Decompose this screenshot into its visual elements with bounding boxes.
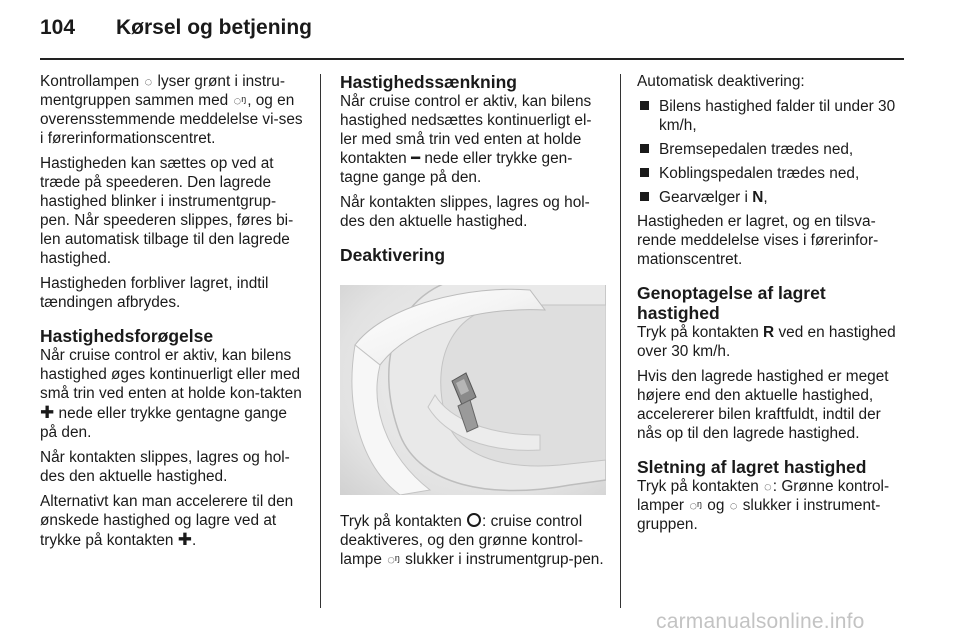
plus-icon: ✚	[177, 530, 192, 549]
column-1	[40, 72, 306, 556]
paragraph: Når cruise control er aktiv, kan bilens hastighed øges kontinuerligt eller med små trin ved enten at holde kon-takten ✚ nede eller trykke gentagne gange på den.	[40, 347, 302, 441]
watermark: carmanualsonline.info	[656, 610, 865, 633]
paragraph: Hastigheden forbliver lagret, indtil tændingen afbrydes.	[40, 275, 269, 311]
reset-key-icon: R	[763, 324, 775, 341]
bullet-square-icon	[640, 168, 649, 177]
column-2	[340, 72, 606, 575]
paragraph: Når kontakten slippes, lagres og hol-des den aktuelle hastighed.	[40, 449, 290, 485]
deactivation-conditions-list	[637, 97, 905, 207]
paragraph: Tryk på kontakten : cruise control deaktiveres, og den grønne kontrol-lampe ◌ᵑ slukker i instrumentgrup-pen.	[340, 513, 604, 568]
paragraph: Tryk på kontakten ◌: Grønne kontrol-lamper ◌ᵑ og ◌ slukker i instrument-gruppen.	[637, 478, 890, 533]
cruise-lamp-icon: ◌	[764, 479, 772, 494]
page-title: Kørsel og betjening	[116, 16, 313, 39]
cruise-lamp-icon: ◌	[144, 74, 153, 89]
header-rule	[40, 58, 904, 60]
cruise-set-lamp-icon: ◌ᵑ	[233, 93, 247, 108]
paragraph: Hastigheden er lagret, og en tilsva-rende meddelelse vises i førerinfor-mationscentret.	[637, 213, 879, 268]
steering-wheel-image	[340, 285, 606, 495]
bullet-square-icon	[640, 144, 649, 153]
paragraph: Hastigheden kan sættes op ved at træde på speederen. Den lagrede hastighed blinker i instrumentgrup-pen. Når speederen slippes, føres bi-len automatisk tilbage til den lagrede hastighed.	[40, 155, 294, 267]
paragraph: Alternativt kan man accelerere til den ønskede hastighed og lagre ved at trykke på kontakten ✚.	[40, 493, 294, 549]
heading-resume-stored-speed: Genoptagelse af lagret hastighed	[637, 283, 826, 323]
circle-icon	[467, 513, 481, 527]
list-item: Bilens hastighed falder til under 30 km/h,	[637, 97, 905, 135]
paragraph: Når cruise control er aktiv, kan bilens hastighed nedsættes kontinuerligt el-ler med små trin ved enten at holde kontakten ━ nede eller trykke gen-tagne gange på den.	[340, 93, 592, 186]
paragraph: Automatisk deaktivering:	[637, 73, 805, 90]
bullet-square-icon	[640, 101, 649, 110]
paragraph: Når kontakten slippes, lagres og hol-des den aktuelle hastighed.	[340, 194, 590, 230]
page-header	[0, 0, 960, 62]
heading-speed-decrease: Hastighedssænkning	[340, 72, 517, 92]
paragraph: Tryk på kontakten R ved en hastighed over 30 km/h.	[637, 324, 896, 360]
column-divider	[620, 74, 621, 608]
list-item: Gearvælger i N,	[637, 188, 905, 207]
heading-speed-increase: Hastighedsforøgelse	[40, 326, 214, 346]
paragraph: Hvis den lagrede hastighed er meget højere end den aktuelle hastighed, accelererer bilen kraftfuldt, indtil der nås op til den lagrede hastighed.	[637, 368, 889, 442]
paragraph: Kontrollampen ◌ lyser grønt i instru-mentgruppen sammen med ◌ᵑ, og en overensstemmende meddelelse vi-ses i førerinformationscentret.	[40, 73, 303, 147]
heading-deactivation: Deaktivering	[340, 245, 446, 265]
cruise-lamp-icon: ◌	[729, 498, 738, 513]
column-3	[637, 72, 905, 540]
list-item: Koblingspedalen trædes ned,	[637, 164, 905, 183]
list-item: Bremsepedalen trædes ned,	[637, 140, 905, 159]
cruise-set-lamp-icon: ◌ᵑ	[689, 498, 703, 513]
bullet-square-icon	[640, 192, 649, 201]
minus-icon: ━	[411, 150, 421, 167]
heading-delete-stored-speed: Sletning af lagret hastighed	[637, 457, 867, 477]
page-number: 104	[40, 16, 76, 39]
column-divider	[320, 74, 321, 608]
cruise-set-lamp-icon: ◌ᵑ	[387, 552, 400, 567]
plus-icon: ✚	[40, 403, 55, 422]
